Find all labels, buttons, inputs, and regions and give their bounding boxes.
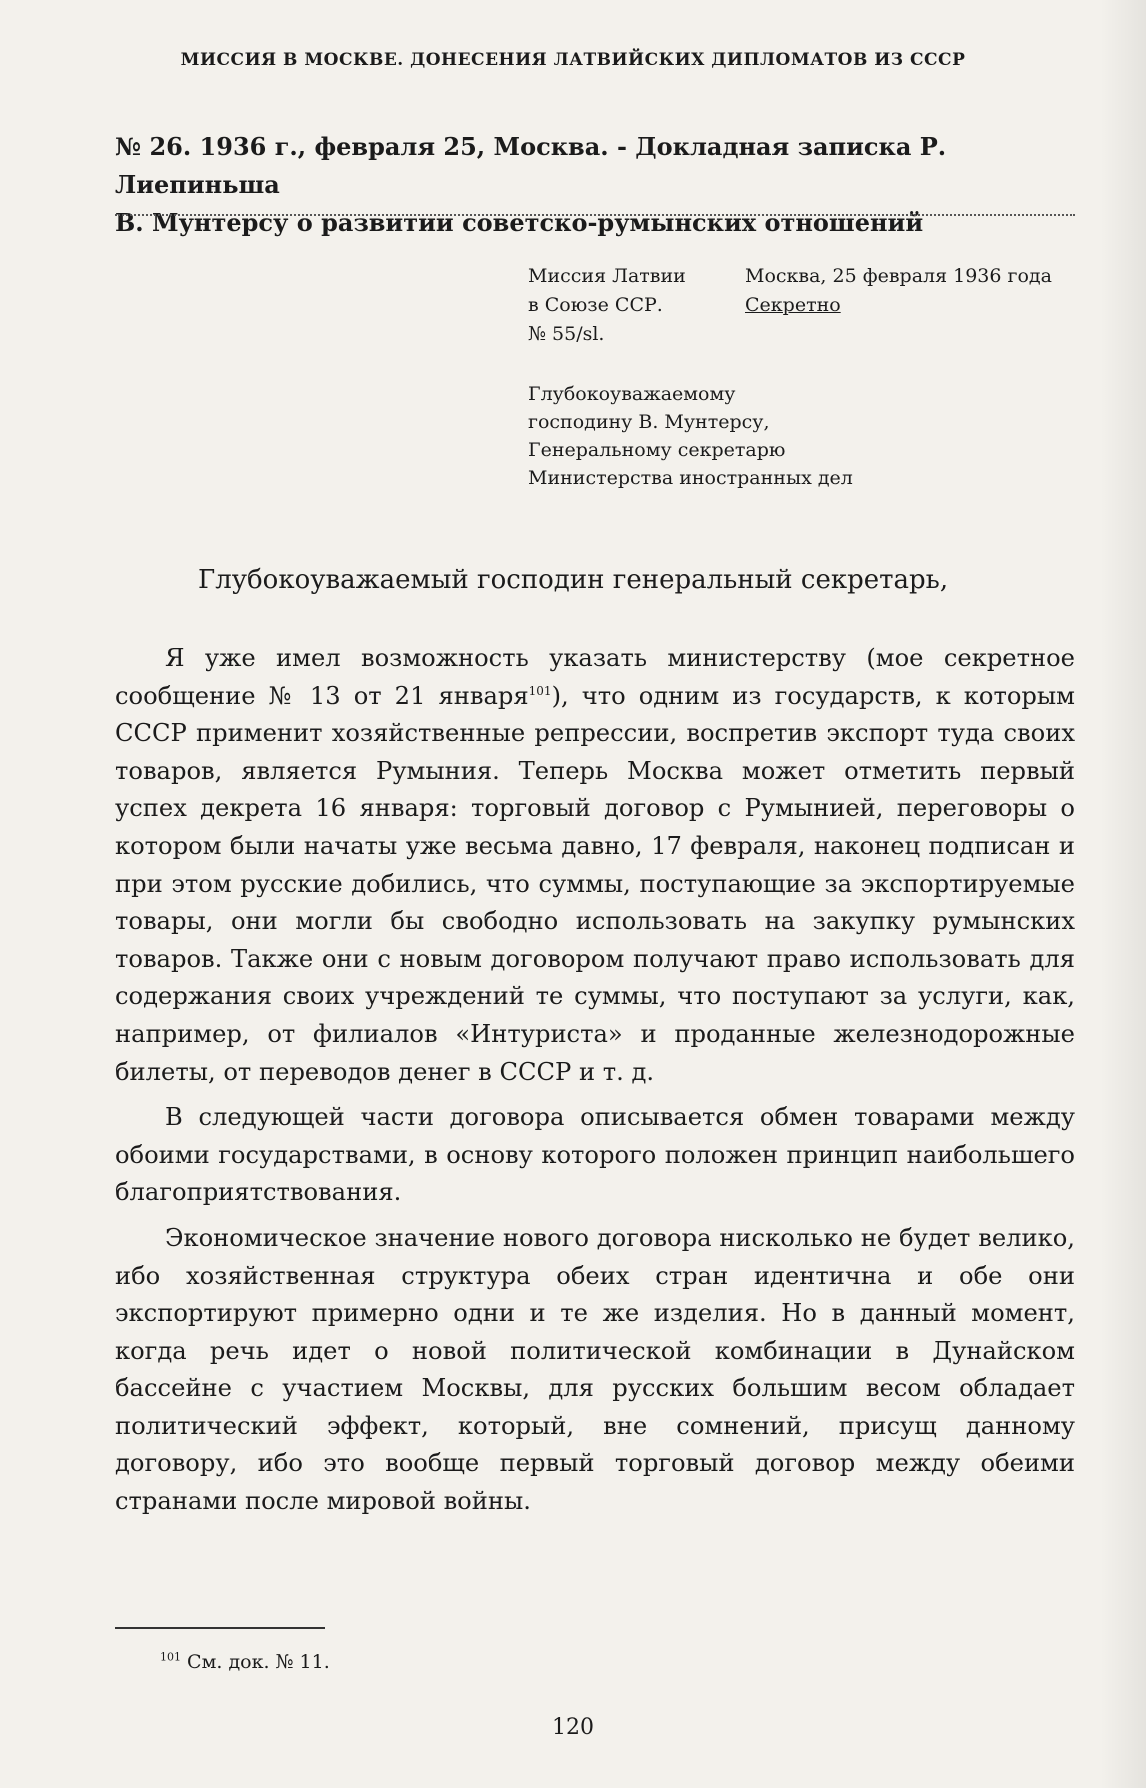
footnote-reference: 101 <box>528 683 552 698</box>
paragraph-1 <box>115 640 1075 1091</box>
addressee-block <box>528 380 853 492</box>
document-title-line-1: № 26. 1936 г., февраля 25, Москва. - Докладная записка Р. Лиепиньша <box>115 132 947 199</box>
classification-label: Секретно <box>745 294 841 316</box>
paragraph-2: В следующей части договора описывается обмен товарами между обоими государствами, в основу которого положен принцип наибольшего благоприятствования. <box>115 1103 1075 1207</box>
footnote-number: 101 <box>160 1650 181 1664</box>
addressee-line-2: господину В. Мунтерсу, <box>528 411 770 433</box>
addressee-line-3: Генеральному секретарю <box>528 439 786 461</box>
addressee-line-4: Министерства иностранных дел <box>528 467 853 489</box>
page-edge-shade <box>1100 0 1146 1788</box>
paragraph-3: Экономическое значение нового договора нисколько не будет велико, ибо хозяйственная структура обеих стран идентична и обе они экспортируют примерно одни и те же изделия. Но в данный момент, когда речь идет о новой политической комбинации в Дунайском бассейне с участием Москвы, для русских большим весом обладает политический эффект, который, вне сомнений, присущ данному договору, ибо это вообще первый торговый договор между обеими странами после мировой войны. <box>115 1223 1075 1516</box>
footnote <box>160 1651 330 1673</box>
paragraph-1-rest: ), что одним из государств, к которым СССР применит хозяйственные репрессии, воспретив экспорт туда своих товаров, является Румыния. Теперь Москва может отметить первый успех декрета 16 января: торговый договор с Румынией, переговоры о котором были начаты уже весьма давно, 17 февраля, наконец подписан и при этом русские добились, что суммы, поступающие за экспортируемые товары, они могли бы свободно использовать на закупку румынских товаров. Также они с новым договором получают право использовать для содержания своих учреждений те суммы, что поступают за услуги, как, например, от филиалов «Интуриста» и проданные железнодорожные билеты, от переводов денег в СССР и т. д. <box>115 681 1075 1086</box>
paragraph-1-start: Я уже имел возможность указать министерству (мое секретное сообщение № 13 от 21 января <box>115 644 1075 710</box>
sender-block <box>528 262 686 349</box>
dotted-divider <box>115 214 1075 216</box>
sender-reference-number: № 55/sl. <box>528 323 605 345</box>
place-date-block <box>745 262 1052 320</box>
document-title <box>115 128 1075 242</box>
salutation: Глубокоуважаемый господин генеральный секретарь, <box>198 565 949 595</box>
addressee-line-1: Глубокоуважаемому <box>528 383 736 405</box>
document-title-line-2: В. Мунтерсу о развитии советско-румынских отношений <box>115 208 924 237</box>
footnote-divider <box>115 1627 325 1629</box>
footnote-text: См. док. № 11. <box>187 1651 330 1673</box>
sender-line-1: Миссия Латвии <box>528 265 686 287</box>
page-number: 120 <box>552 1715 594 1740</box>
place-date: Москва, 25 февраля 1936 года <box>745 265 1052 287</box>
sender-line-2: в Союзе ССР. <box>528 294 663 316</box>
letter-body <box>115 640 1075 1529</box>
running-head: МИССИЯ В МОСКВЕ. ДОНЕСЕНИЯ ЛАТВИЙСКИХ ДИПЛОМАТОВ ИЗ СССР <box>180 50 966 70</box>
